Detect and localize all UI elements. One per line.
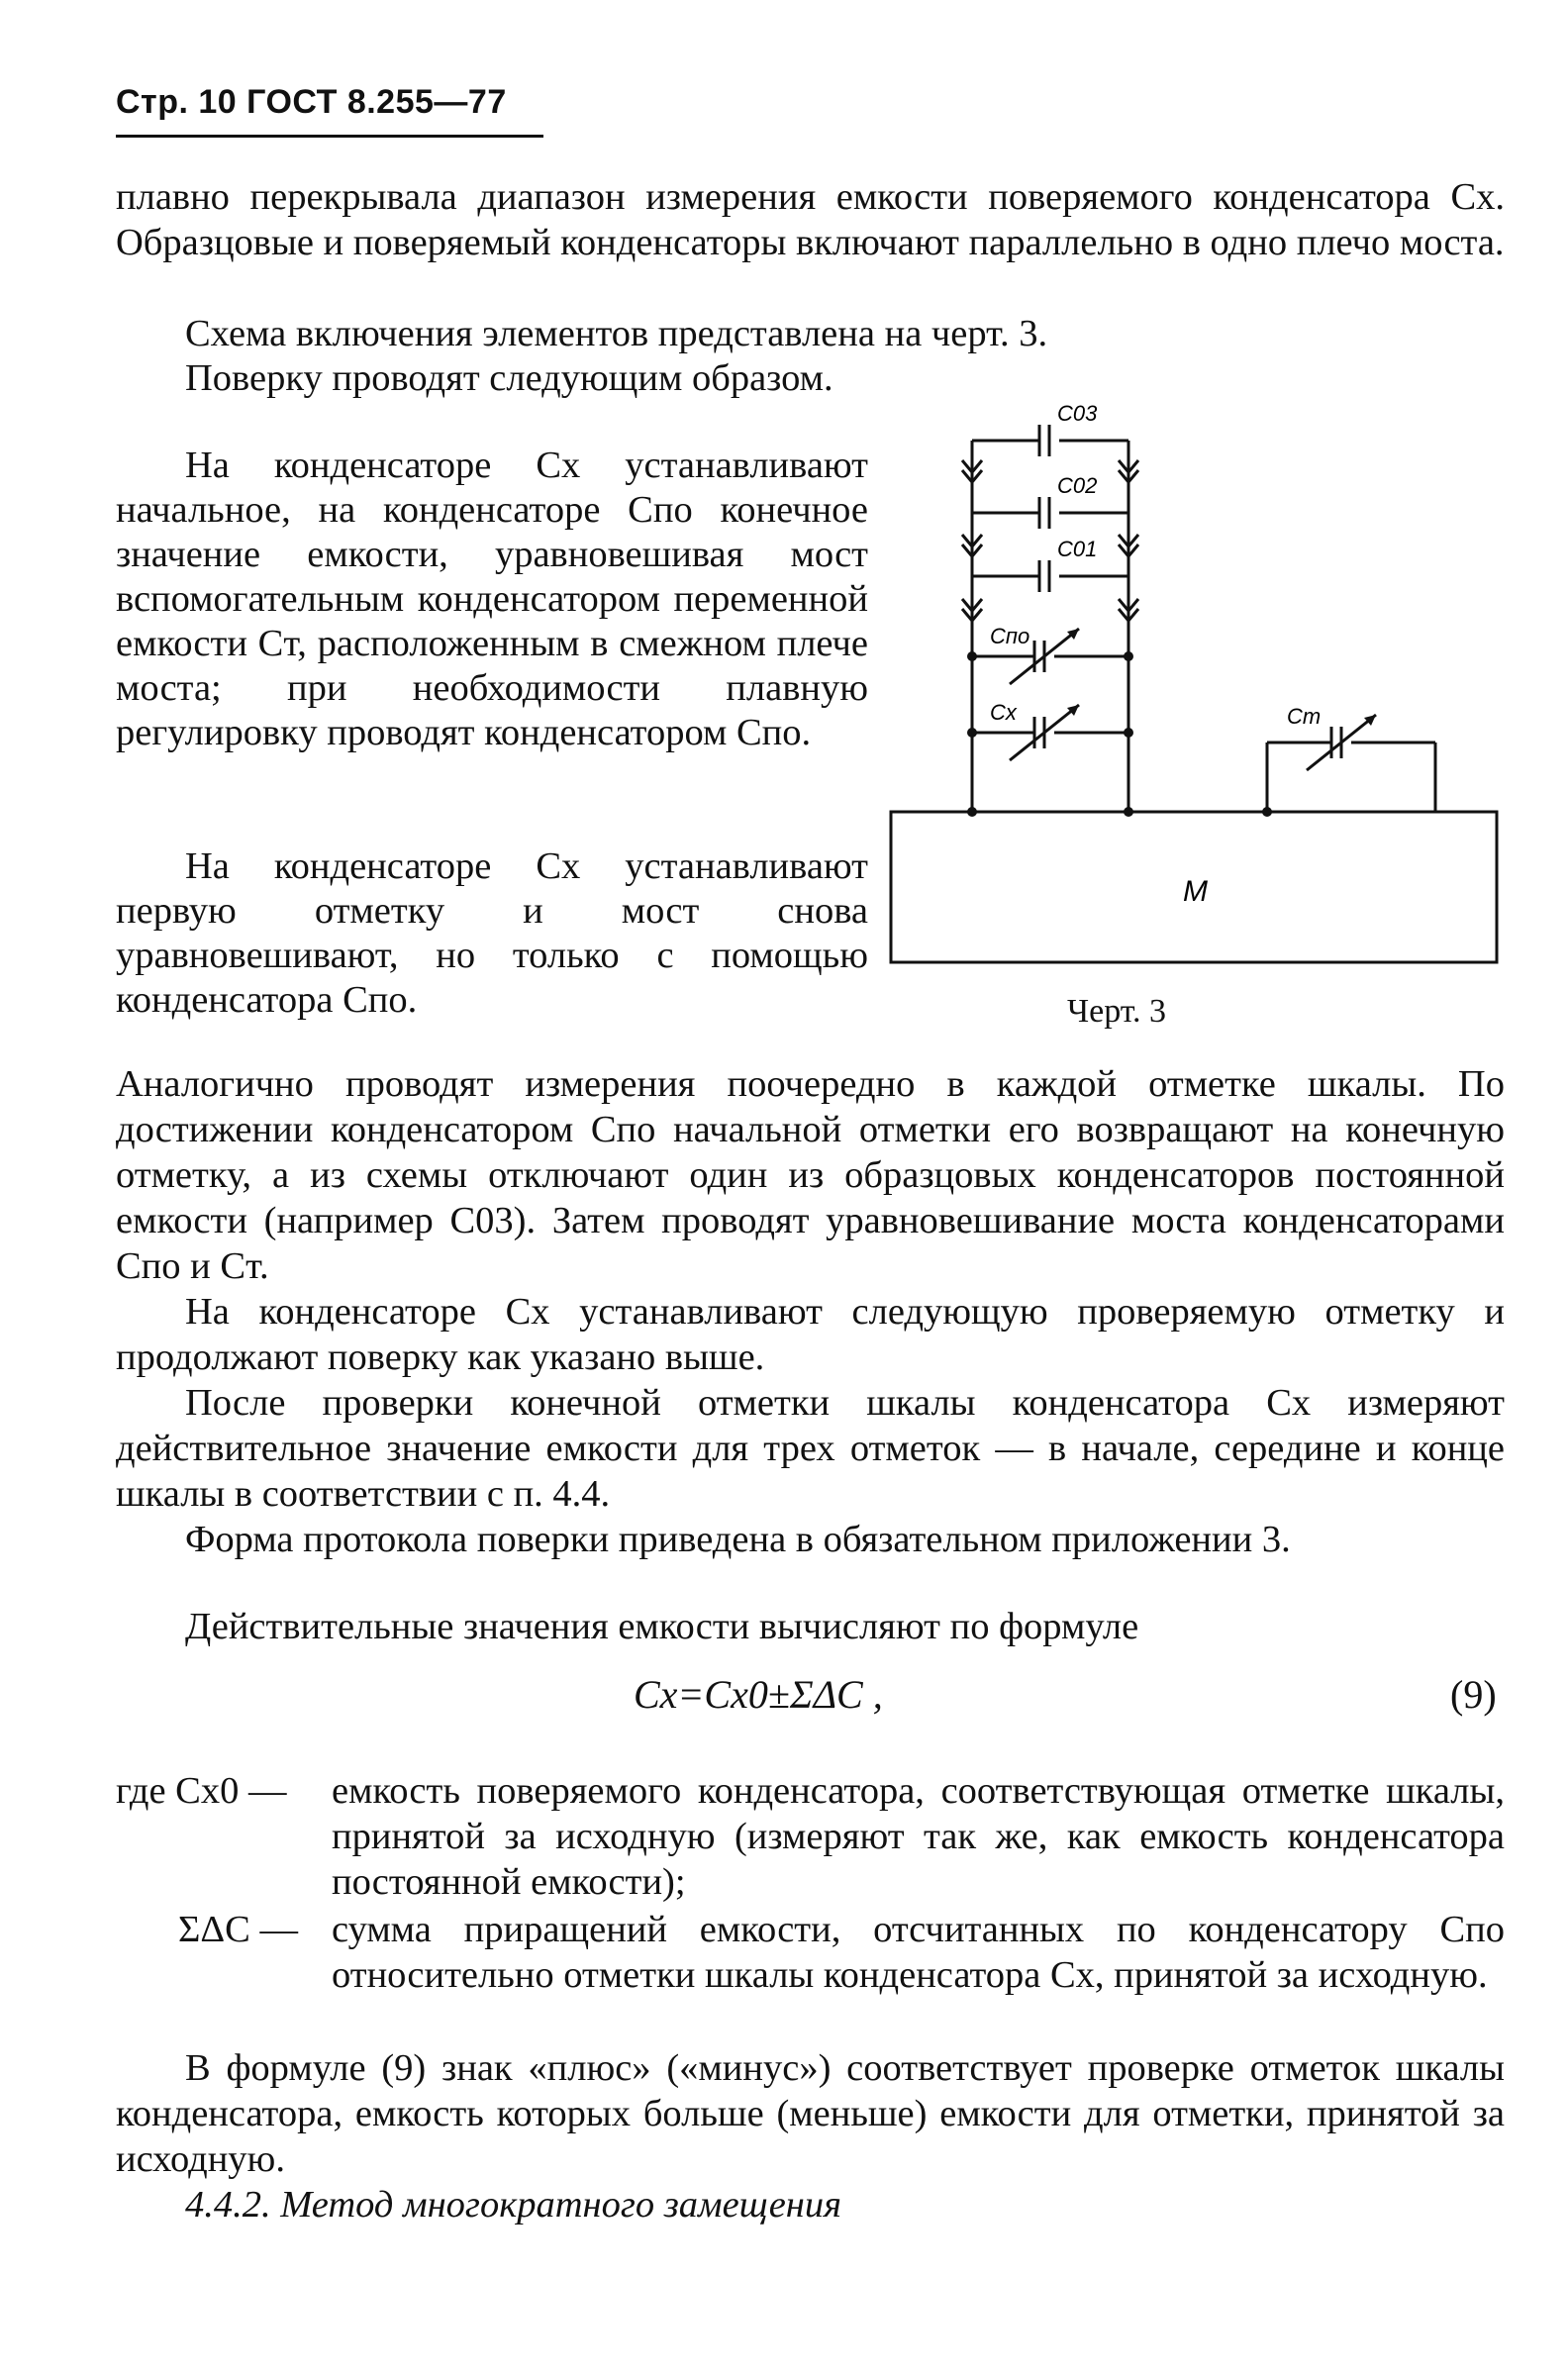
- header-rule: [116, 135, 543, 138]
- paragraph-11: В формуле (9) знак «плюс» («минус») соответствует проверке отметок шкалы конденсатора, емкость которых больше (меньше) емкости для отметки, принятой за исходную.: [116, 2047, 1505, 2180]
- formula-number: (9): [1450, 1672, 1497, 1717]
- label-c01: C01: [1057, 537, 1098, 561]
- label-cx: Cx: [990, 700, 1017, 725]
- page-header: Стр. 10 ГОСТ 8.255—77: [116, 83, 507, 121]
- label-c03: C03: [1057, 401, 1098, 426]
- paragraph-5: На конденсаторе Cx устанавливают первую отметку и мост снова уравновешивают, но только с помощью конденсатора Cпо.: [116, 845, 868, 1021]
- where-term-2: ΣΔC —: [178, 1909, 298, 1950]
- paragraph-7: На конденсаторе Cx устанавливают следующую проверяемую отметку и продолжают поверку как указано выше.: [116, 1291, 1505, 1378]
- where-text-2: сумма приращений емкости, отсчитанных по конденсатору Cпо относительно отметки шкалы конденсатора Cx, принятой за исходную.: [332, 1909, 1505, 1996]
- paragraph-2: Схема включения элементов представлена на черт. 3.: [185, 313, 1048, 354]
- paragraph-10: Действительные значения емкости вычисляют по формуле: [185, 1606, 1139, 1647]
- paragraph-1: плавно перекрывала диапазон измерения емкости поверяемого конденсатора Cx. Образцовые и поверяемый конденсаторы включают параллельно в одно плечо моста.: [116, 176, 1505, 263]
- label-c02: C02: [1057, 473, 1098, 498]
- label-cpo: Cпо: [990, 624, 1030, 648]
- where-term-1: где Cx0 —: [116, 1770, 287, 1812]
- paragraph-6: Аналогично проводят измерения поочередно в каждой отметке шкалы. По достижении конденсатором Cпо начальной отметки его возвращают на конечную отметку, а из схемы отключают один из образцовых конденсаторов постоянной емкости (например C03). Затем проводят уравновешивание моста конденсаторами Cпо и Cт.: [116, 1063, 1505, 1287]
- paragraph-9: Форма протокола поверки приведена в обязательном приложении 3.: [185, 1519, 1291, 1560]
- label-ct: Cт: [1287, 704, 1322, 729]
- figure-caption: Черт. 3: [1067, 993, 1167, 1030]
- section-heading-4-4-2: 4.4.2. Метод многократного замещения: [185, 2184, 842, 2226]
- label-m: М: [1183, 875, 1208, 908]
- where-text-1: емкость поверяемого конденсатора, соответствующая отметке шкалы, принятой за исходную (измеряют так же, как емкость конденсатора постоянной емкости);: [332, 1770, 1505, 1903]
- circuit-diagram: [881, 391, 1505, 995]
- paragraph-8: После проверки конечной отметки шкалы конденсатора Cx измеряют действительное значение емкости для трех отметок — в начале, середине и конце шкалы в соответствии с п. 4.4.: [116, 1382, 1505, 1515]
- paragraph-3: Поверку проводят следующим образом.: [185, 357, 833, 399]
- paragraph-4: На конденсаторе Cx устанавливают начальное, на конденсаторе Cпо конечное значение емкости, уравновешивая мост вспомогательным конденсатором переменной емкости Cт, расположенным в смежном плече моста; при необходимости плавную регулировку проводят конденсатором Cпо.: [116, 445, 868, 753]
- formula-9: Cx=Cx0±ΣΔC ,: [634, 1672, 883, 1717]
